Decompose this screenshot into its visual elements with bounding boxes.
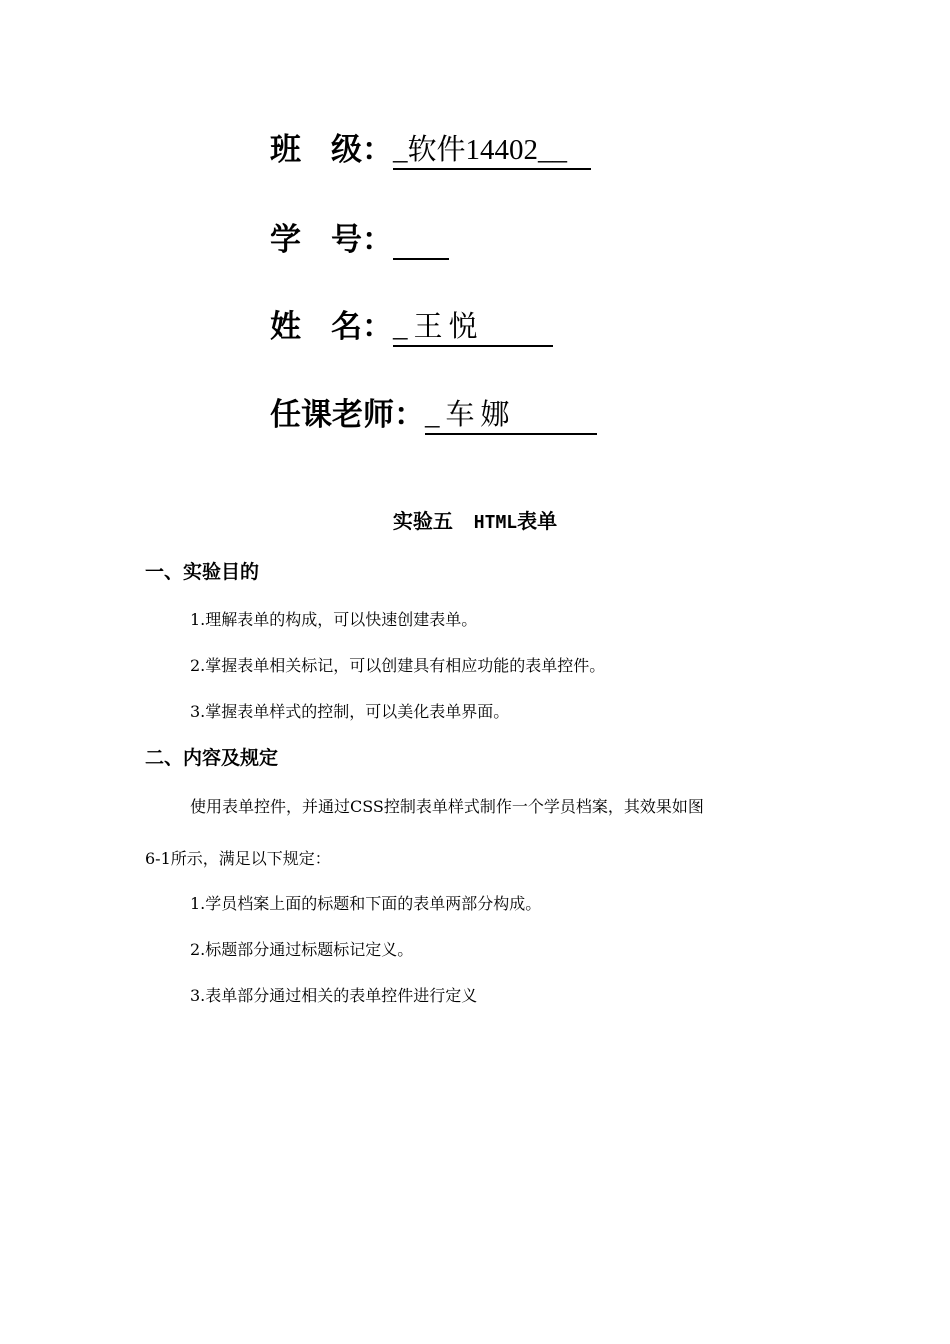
section1-item-2: 2.掌握表单相关标记，可以创建具有相应功能的表单控件。 bbox=[190, 656, 606, 675]
info-row-student-id bbox=[270, 210, 449, 260]
section1-item-3: 3.掌握表单样式的控制，可以美化表单界面。 bbox=[190, 702, 510, 721]
section2-item-3: 3.表单部分通过相关的表单控件进行定义 bbox=[190, 986, 478, 1005]
name-value: _王悦 bbox=[393, 307, 553, 347]
title-left: 实验五 bbox=[392, 509, 453, 533]
title-code: HTML bbox=[473, 512, 518, 533]
section2-intro-line1: 使用表单控件，并通过CSS控制表单样式制作一个学员档案，其效果如图 bbox=[190, 797, 704, 816]
info-row-class bbox=[270, 120, 591, 170]
section2-item-2: 2.标题部分通过标题标记定义。 bbox=[190, 940, 414, 959]
section2-item-1: 1.学员档案上面的标题和下面的表单两部分构成。 bbox=[190, 894, 542, 913]
teacher-label: 任课老师： bbox=[270, 397, 425, 433]
student-id-label: 学号： bbox=[270, 222, 393, 258]
section1-item-1: 1.理解表单的构成，可以快速创建表单。 bbox=[190, 610, 478, 629]
name-label: 姓名： bbox=[270, 309, 393, 345]
experiment-title bbox=[0, 506, 950, 538]
class-value: _软件14402__ bbox=[393, 130, 591, 170]
teacher-value: _车娜 bbox=[425, 395, 597, 435]
class-label: 班级： bbox=[270, 132, 393, 168]
section2-heading: 二、内容及规定 bbox=[145, 747, 279, 769]
student-id-value bbox=[393, 220, 449, 260]
section1-heading: 一、实验目的 bbox=[145, 561, 260, 583]
info-row-name bbox=[270, 297, 553, 347]
section2-intro-line2: 6-1所示，满足以下规定： bbox=[145, 849, 331, 868]
info-row-teacher bbox=[270, 385, 597, 435]
title-right: 表单 bbox=[517, 509, 558, 533]
